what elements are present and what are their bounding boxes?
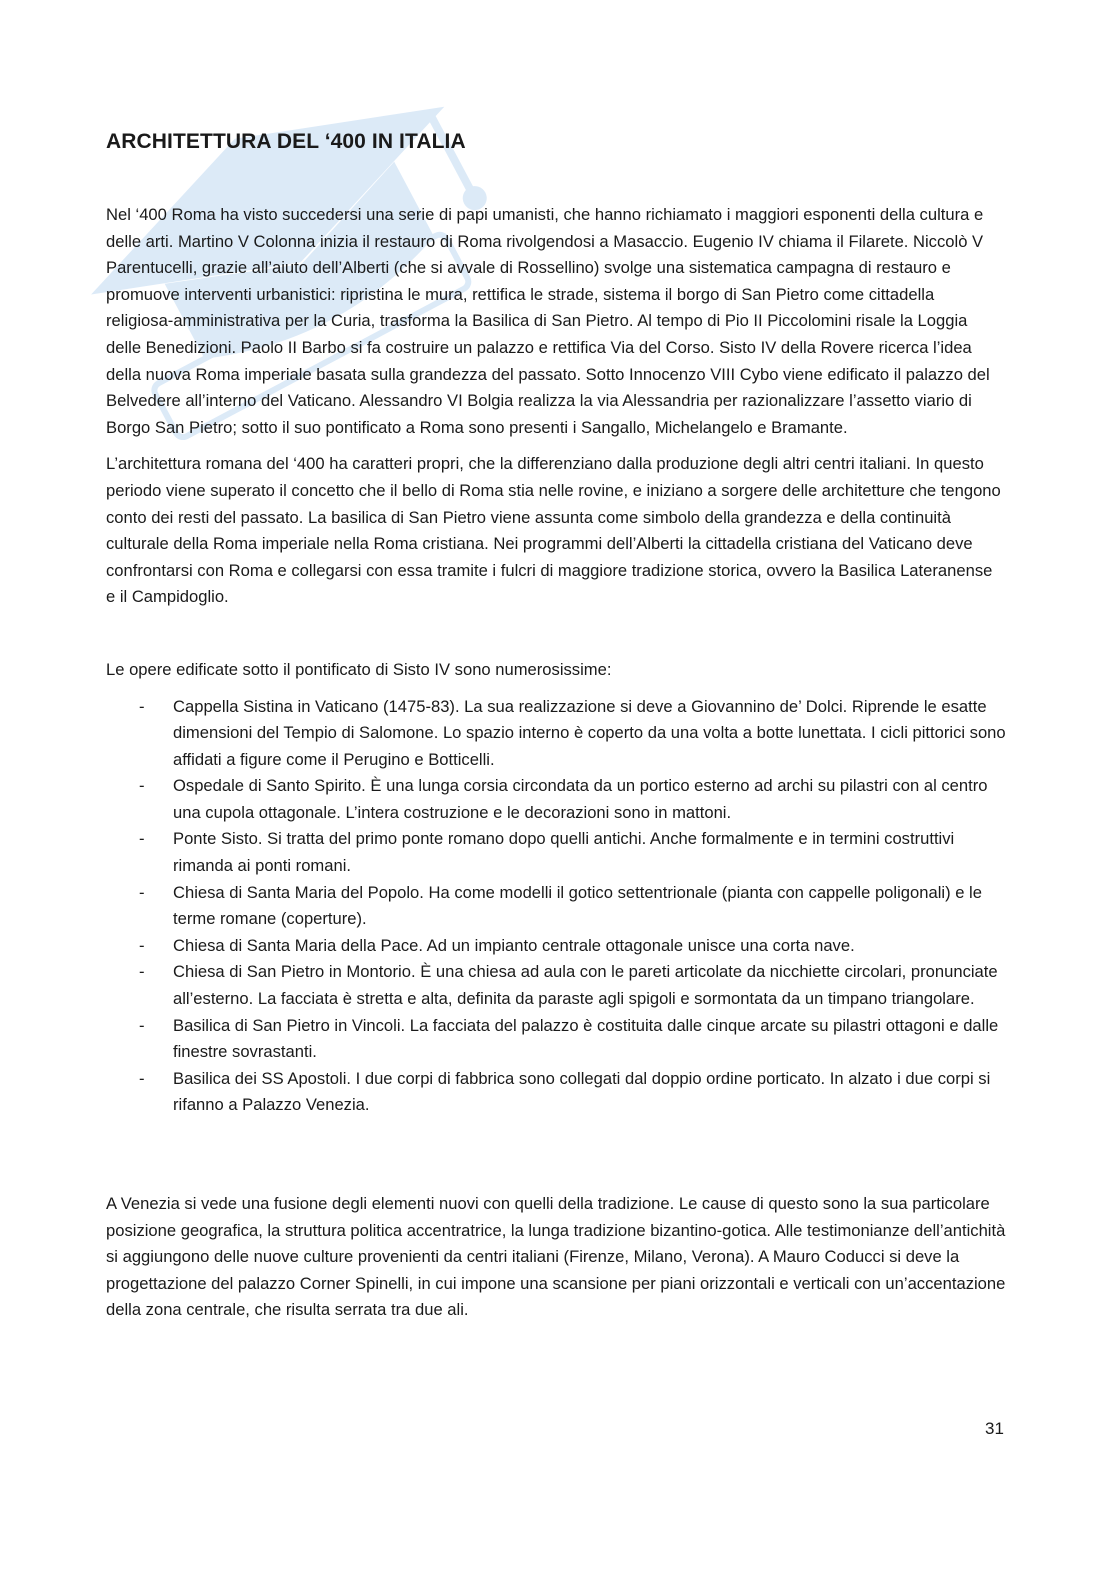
list-item: - Ponte Sisto. Si tratta del primo ponte romano dopo quelli antichi. Anche formalmente e in termini costruttivi rimanda ai ponti romani. [106, 826, 1006, 879]
list-bullet: - [139, 776, 145, 796]
list-bullet: - [139, 935, 145, 955]
paragraph-rome-popes: Nel ‘400 Roma ha visto succedersi una serie di papi umanisti, che hanno richiamato i maggiori esponenti della cultura e delle arti. Martino V Colonna inizia il restauro di Roma rivolgendosi a Masaccio. Eugenio IV chiama il Filarete. Niccolò V Parentucelli, grazie all’aiuto dell’Alberti (che si avvale di Rossellino) svolge una sistematica campagna di restauro e promuove interventi urbanistici: ripristina le mura, rettifica le strade, sistema il borgo di San Pietro come cittadella religiosa-amministrativa per la Curia, trasforma la Basilica di San Pietro. Al tempo di Pio II Piccolomini risale la Loggia delle Benedizioni. Paolo II Barbo si fa costruire un palazzo e rettifica Via del Corso. Sisto IV della Rovere ricerca l’idea della nuova Roma imperiale basata sulla grandezza del passato. Sotto Innocenzo VIII Cybo viene edificato il palazzo del Belvedere all’interno del Vaticano. Alessandro VI Bolgia realizza la via Alessandria per razionalizzare l’assetto viario di Borgo San Pietro; sotto il suo pontificato a Roma sono presenti i Sangallo, Michelangelo e Bramante. [106, 205, 990, 437]
list-item: - Basilica dei SS Apostoli. I due corpi di fabbrica sono collegati dal doppio ordine porticato. In alzato i due corpi si rifanno a Palazzo Venezia. [106, 1066, 1006, 1119]
list-item: - Chiesa di Santa Maria del Popolo. Ha come modelli il gotico settentrionale (pianta con cappelle poligonali) e le terme romane (coperture). [106, 880, 1006, 933]
list-bullet: - [139, 696, 145, 716]
document-page [106, 130, 1006, 1334]
list-item: - Ospedale di Santo Spirito. È una lunga corsia circondata da un portico esterno ad archi su pilastri con al centro una cupola ottagonale. L’intera costruzione e le decorazioni sono in mattoni. [106, 773, 1006, 826]
list-item: - Basilica di San Pietro in Vincoli. La facciata del palazzo è costituita dalle cinque arcate su pilastri ottagoni e dalle finestre sovrastanti. [106, 1013, 1006, 1066]
list-bullet: - [139, 882, 145, 902]
list-item: - Cappella Sistina in Vaticano (1475-83). La sua realizzazione si deve a Giovannino de’ Dolci. Riprende le esatte dimensioni del Tempio di Salomone. Lo spazio interno è coperto da una volta a botte lunettata. I cicli pittorici sono affidati a figure come il Perugino e Botticelli. [106, 694, 1006, 774]
page-title: ARCHITETTURA DEL ‘400 IN ITALIA [106, 130, 466, 153]
list-bullet: - [139, 1015, 145, 1035]
list-bullet: - [139, 1068, 145, 1088]
page-number: 31 [985, 1419, 1004, 1438]
list-intro: Le opere edificate sotto il pontificato di Sisto IV sono numerosissime: [106, 659, 612, 679]
list-bullet: - [139, 962, 145, 982]
paragraph-roman-architecture: L’architettura romana del ‘400 ha caratteri propri, che la differenziano dalla produzione degli altri centri italiani. In questo periodo viene superato il concetto che il bello di Roma stia nelle rovine, e iniziano a sorgere delle architetture che tengono conto dei resti del passato. La basilica di San Pietro viene assunta come simbolo della grandezza e della continuità culturale della Roma imperiale nella Roma cristiana. Nei programmi dell’Alberti la cittadella cristiana del Vaticano deve confrontarsi con Roma e collegarsi con essa tramite i fulcri di maggiore tradizione storica, ovvero la Basilica Lateranense e il Campidoglio. [106, 454, 1001, 607]
list-item: - Chiesa di San Pietro in Montorio. È una chiesa ad aula con le pareti articolate da nicchiette circolari, pronunciate all’esterno. La facciata è stretta e alta, definita da paraste agli spigoli e sormontata da un timpano triangolare. [106, 959, 1006, 1012]
works-list [106, 694, 1006, 1120]
paragraph-venice: A Venezia si vede una fusione degli elementi nuovi con quelli della tradizione. Le cause di questo sono la sua particolare posizione geografica, la struttura politica accentratrice, la lunga tradizione bizantino-gotica. Alle testimonianze dell’antichità si aggiungono delle nuove culture provenienti da centri italiani (Firenze, Milano, Verona). A Mauro Coducci si deve la progettazione del palazzo Corner Spinelli, in cui impone una scansione per piani orizzontali e verticali con un’accentazione della zona centrale, che risulta serrata tra due ali. [106, 1194, 1006, 1320]
list-bullet: - [139, 829, 145, 849]
list-item: - Chiesa di Santa Maria della Pace. Ad un impianto centrale ottagonale unisce una corta nave. [106, 933, 1006, 960]
